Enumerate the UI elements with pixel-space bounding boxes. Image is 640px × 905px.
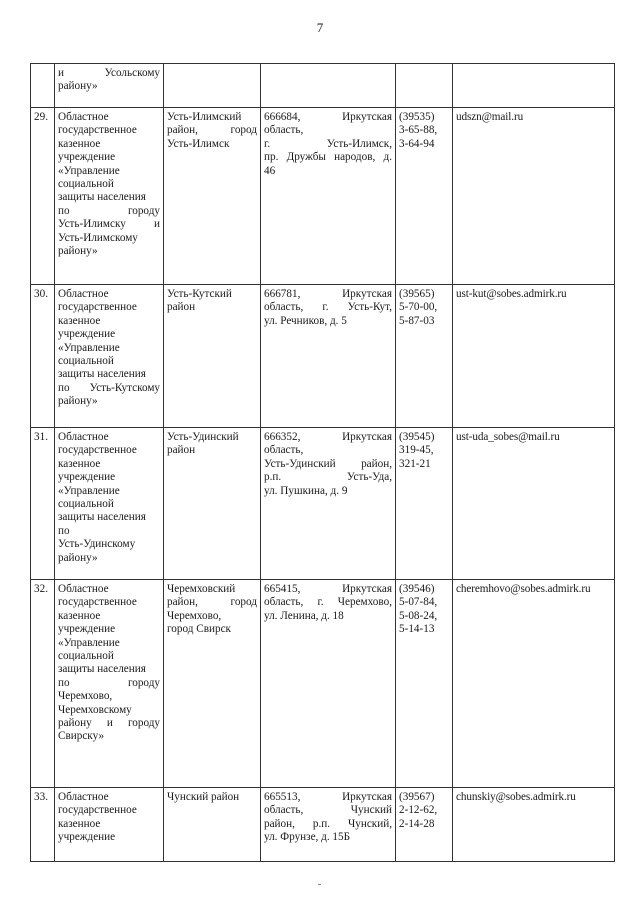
email-cell	[453, 580, 615, 788]
phone-line: 321-21	[399, 457, 431, 470]
service-area-line: Усть-Илимский	[167, 111, 242, 123]
row-number-cell	[31, 108, 55, 285]
table-row	[31, 580, 615, 788]
address-line: 666352, Иркутская	[264, 431, 392, 443]
page-number: 7	[316, 20, 324, 35]
institution-name-line: и Усольскому	[58, 67, 160, 79]
scan-speck	[318, 884, 321, 885]
institution-name-line: казенное	[58, 137, 101, 150]
institution-name-cell	[55, 788, 164, 862]
address-line: ул. Пушкина, д. 9	[264, 484, 348, 497]
institution-name-line: социальной	[58, 355, 114, 368]
institution-name-cell	[55, 285, 164, 428]
table-row	[31, 64, 615, 108]
phone-line: 3-64-94	[399, 137, 435, 150]
institution-name-line: Областное	[58, 791, 109, 803]
institution-name-line: Областное	[58, 583, 109, 595]
institution-name-line: учреждение	[58, 623, 116, 636]
table-row	[31, 108, 615, 285]
phone-line: 5-08-24,	[399, 609, 438, 622]
row-number-cell	[31, 788, 55, 862]
institution-name-line: Усть-Илимску и	[58, 218, 160, 231]
address-line: ул. Фрунзе, д. 15Б	[264, 831, 351, 844]
table-row	[31, 285, 615, 428]
institution-name-line: по	[58, 524, 70, 537]
email-address: chunskiy@sobes.admirk.ru	[456, 791, 576, 803]
institution-name-line: социальной	[58, 498, 114, 511]
phone-line: (39565)	[399, 288, 435, 300]
address-line: 665513, Иркутская	[264, 791, 392, 803]
email-cell	[453, 108, 615, 285]
institution-name-line: казенное	[58, 609, 101, 622]
row-number: 30.	[34, 288, 48, 300]
address-line: область, Чунский	[264, 804, 392, 817]
institution-name-line: государственное	[58, 301, 137, 314]
institution-name-line: Областное	[58, 431, 109, 443]
phone-cell	[396, 580, 453, 788]
phone-cell	[396, 428, 453, 580]
institution-name-line: по Усть-Кутскому	[58, 381, 160, 394]
address-cell	[261, 580, 396, 788]
institution-name-line: защиты населения	[58, 191, 146, 204]
phone-cell	[396, 64, 453, 108]
address-cell	[261, 108, 396, 285]
institution-name-line: государственное	[58, 444, 137, 457]
phone-line: 5-87-03	[399, 314, 435, 327]
service-area-line: город Свирск	[167, 623, 231, 636]
institution-name-cell	[55, 108, 164, 285]
institution-name-line: Свирску»	[58, 730, 105, 743]
address-line: район, р.п. Чунский,	[264, 817, 392, 830]
address-line: 666781, Иркутская	[264, 288, 392, 300]
institution-name-line: защиты населения	[58, 511, 146, 524]
institution-name-line: Областное	[58, 288, 109, 300]
institution-name-line: Черемхово,	[58, 690, 113, 703]
institution-name-line: району»	[58, 80, 98, 93]
address-line: область, г. Черемхово,	[264, 596, 392, 609]
service-area-line: Усть-Илимск	[167, 137, 230, 150]
phone-line: 5-70-00,	[399, 301, 438, 314]
service-area-line: район	[167, 444, 196, 457]
institution-name-line: учреждение	[58, 831, 116, 844]
address-line: г. Усть-Илимск,	[264, 137, 392, 150]
address-cell	[261, 788, 396, 862]
phone-line: (39545)	[399, 431, 435, 443]
phone-line: 319-45,	[399, 444, 434, 457]
institution-name-line: защиты населения	[58, 368, 146, 381]
service-area-cell	[164, 788, 261, 862]
service-area-cell	[164, 64, 261, 108]
phone-line: 3-65-88,	[399, 124, 438, 137]
address-line: 665415, Иркутская	[264, 583, 392, 595]
service-area-line: Чунский район	[167, 791, 240, 803]
row-number-cell	[31, 580, 55, 788]
email-cell	[453, 428, 615, 580]
institution-name-line: «Управление	[58, 164, 120, 177]
institution-name-line: социальной	[58, 178, 114, 191]
institution-name-line: государственное	[58, 804, 137, 817]
phone-line: (39567)	[399, 791, 435, 803]
address-line: ул. Речников, д. 5	[264, 314, 347, 327]
phone-line: 2-12-62,	[399, 804, 438, 817]
institution-name-cell	[55, 580, 164, 788]
service-area-cell	[164, 285, 261, 428]
phone-line: 5-14-13	[399, 623, 435, 636]
institution-name-line: государственное	[58, 596, 137, 609]
table-body	[31, 64, 615, 862]
institution-name-cell	[55, 64, 164, 108]
service-area-line: Черемхово,	[167, 609, 222, 622]
address-line: область,	[264, 124, 304, 137]
table-row	[31, 788, 615, 862]
institution-name-line: социальной	[58, 650, 114, 663]
institution-name-line: «Управление	[58, 636, 120, 649]
address-line: 666684, Иркутская	[264, 111, 392, 123]
address-cell	[261, 285, 396, 428]
institution-name-cell	[55, 428, 164, 580]
service-area-cell	[164, 108, 261, 285]
service-area-line: Усть-Кутский	[167, 288, 232, 300]
address-line: область, г. Усть-Кут,	[264, 301, 392, 314]
phone-cell	[396, 788, 453, 862]
email-address: ust-kut@sobes.admirk.ru	[456, 288, 567, 300]
institution-name-line: казенное	[58, 314, 101, 327]
phone-cell	[396, 108, 453, 285]
email-cell	[453, 64, 615, 108]
institution-name-line: по городу	[58, 204, 160, 217]
phone-line: (39546)	[399, 583, 435, 595]
institution-name-line: району и городу	[58, 717, 160, 730]
phone-line: (39535)	[399, 111, 435, 123]
address-line: Усть-Удинский район,	[264, 457, 392, 470]
institutions-table	[30, 63, 615, 862]
email-cell	[453, 788, 615, 862]
address-line: область,	[264, 444, 304, 457]
table-row	[31, 428, 615, 580]
email-address: udszn@mail.ru	[456, 111, 524, 123]
service-area-line: район, город	[167, 596, 257, 609]
row-number-cell	[31, 64, 55, 108]
service-area-cell	[164, 428, 261, 580]
service-area-line: Усть-Удинский	[167, 431, 239, 443]
row-number-cell	[31, 428, 55, 580]
address-line: 46	[264, 164, 276, 177]
address-line: пр. Дружбы народов, д.	[264, 151, 392, 164]
service-area-cell	[164, 580, 261, 788]
institution-name-line: «Управление	[58, 484, 120, 497]
row-number: 31.	[34, 431, 48, 443]
address-cell	[261, 64, 396, 108]
address-cell	[261, 428, 396, 580]
phone-cell	[396, 285, 453, 428]
institution-name-line: казенное	[58, 817, 101, 830]
institution-name-line: «Управление	[58, 341, 120, 354]
row-number: 32.	[34, 583, 48, 595]
email-address: ust-uda_sobes@mail.ru	[456, 431, 560, 443]
address-line: р.п. Усть-Уда,	[264, 471, 392, 484]
address-line: ул. Ленина, д. 18	[264, 609, 344, 622]
row-number: 33.	[34, 791, 48, 803]
institution-name-line: государственное	[58, 124, 137, 137]
service-area-line: Черемховский	[167, 583, 236, 595]
institution-name-line: защиты населения	[58, 663, 146, 676]
row-number-cell	[31, 285, 55, 428]
institution-name-line: учреждение	[58, 471, 116, 484]
phone-line: 2-14-28	[399, 817, 435, 830]
email-address: cheremhovo@sobes.admirk.ru	[456, 583, 591, 595]
institution-name-line: учреждение	[58, 328, 116, 341]
institution-name-line: району»	[58, 395, 98, 408]
institution-name-line: Областное	[58, 111, 109, 123]
email-cell	[453, 285, 615, 428]
institution-name-line: казенное	[58, 457, 101, 470]
institution-name-line: учреждение	[58, 151, 116, 164]
institution-name-line: району»	[58, 551, 98, 564]
institution-name-line: по городу	[58, 676, 160, 689]
institution-name-line: Черемховскому	[58, 703, 132, 716]
phone-line: 5-07-84,	[399, 596, 438, 609]
institution-name-line: Усть-Удинскому	[58, 538, 136, 551]
institution-name-line: району»	[58, 245, 98, 258]
row-number: 29.	[34, 111, 48, 123]
institution-name-line: Усть-Илимскому	[58, 231, 138, 244]
service-area-line: район, город	[167, 124, 257, 137]
service-area-line: район	[167, 301, 196, 314]
